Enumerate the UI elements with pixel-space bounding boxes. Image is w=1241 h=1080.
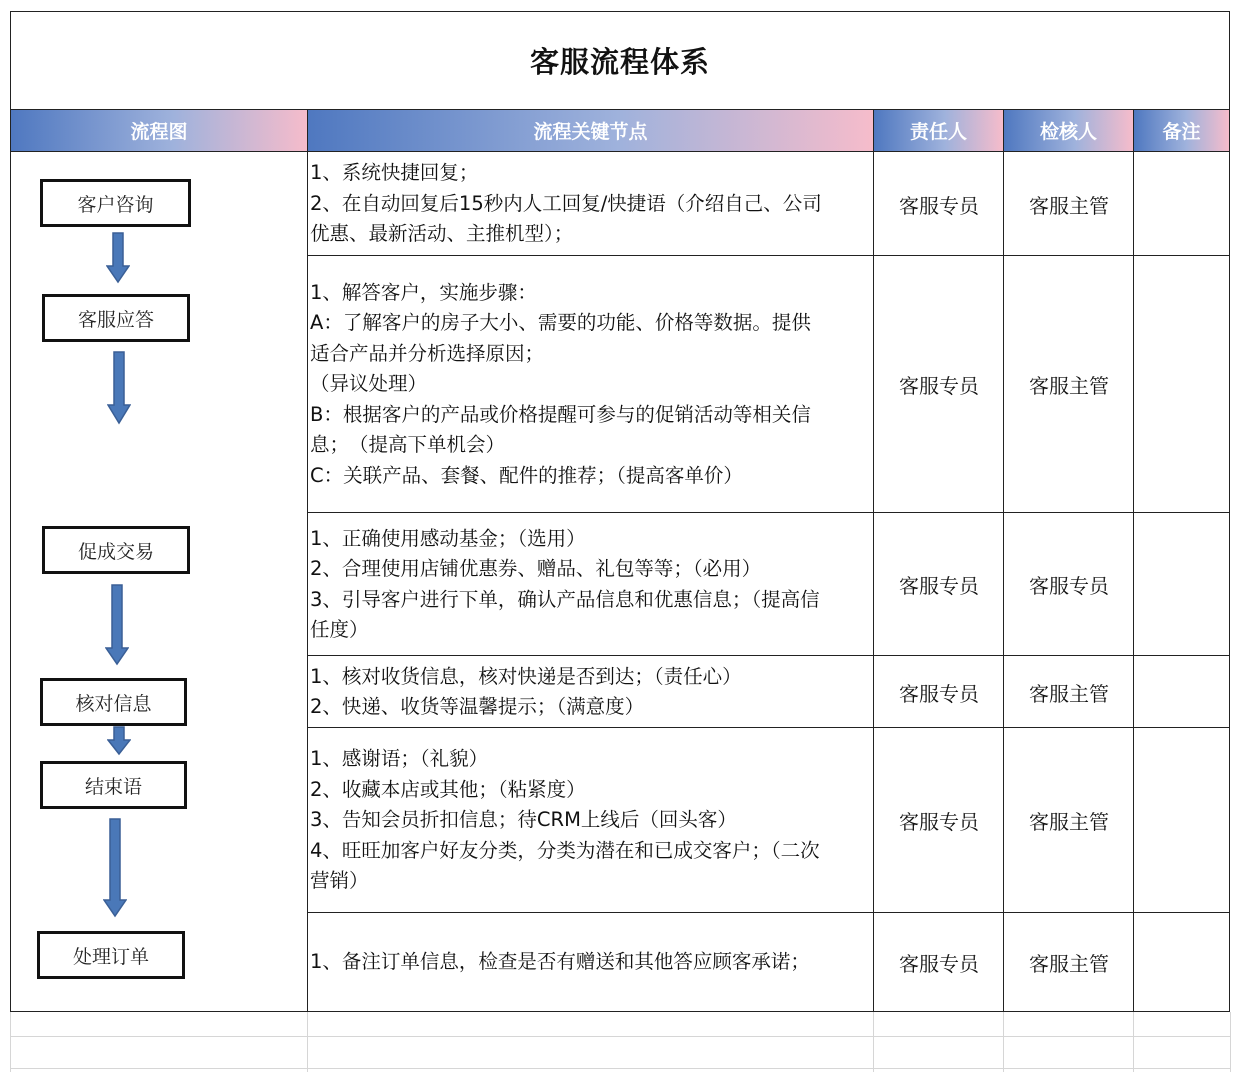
row-divider — [307, 512, 1229, 513]
node-line: 1、正确使用感动基金；（选用） — [310, 526, 586, 550]
header-bottom-border — [11, 151, 1229, 152]
grid-line — [873, 1012, 874, 1072]
owner-cell: 客服专员 — [899, 193, 979, 218]
remark-cell — [1134, 657, 1229, 727]
checker-cell: 客服主管 — [1029, 193, 1109, 218]
header-nodes: 流程关键节点 — [308, 109, 874, 151]
row-divider — [307, 655, 1229, 656]
grid-line — [1230, 1012, 1231, 1072]
remark-cell — [1134, 729, 1229, 912]
flow-step-respond: 客服应答 — [42, 294, 190, 342]
node-line: A：了解客户的房子大小、需要的功能、价格等数据。提供 — [310, 311, 811, 335]
node-line: 1、系统快捷回复； — [310, 161, 479, 185]
node-line: 4、旺旺加客户好友分类，分类为潜在和已成交客户；（二次 — [310, 838, 820, 862]
table-row-nodes — [310, 514, 870, 655]
grid-line — [307, 1012, 308, 1072]
node-line: 2、合理使用店铺优惠券、赠品、礼包等等；（必用） — [310, 557, 762, 580]
grid-line — [1003, 1012, 1004, 1072]
table-row-nodes — [310, 257, 870, 512]
node-line: 营销） — [310, 869, 369, 893]
node-line: B：根据客户的产品或价格提醒可参与的促销活动等相关信 — [310, 402, 811, 426]
node-line: 2、在自动回复后15秒内人工回复/快捷语（介绍自己、公司 — [310, 191, 822, 215]
arrow-down-icon — [107, 726, 131, 756]
checker-cell: 客服主管 — [1029, 681, 1109, 706]
arrow-down-icon — [103, 818, 127, 918]
grid-line — [10, 1012, 11, 1072]
node-line: （异议处理） — [310, 372, 428, 396]
node-line: 1、备注订单信息，检查是否有赠送和其他答应顾客承诺； — [310, 950, 810, 974]
table-row-nodes — [310, 914, 870, 1011]
node-line: 3、告知会员折扣信息；待CRM上线后（回头客） — [310, 808, 737, 832]
table-row-nodes — [310, 657, 870, 727]
remark-cell — [1134, 514, 1229, 655]
node-line: C：关联产品、套餐、配件的推荐；（提高客单价） — [310, 463, 743, 487]
header-flow: 流程图 — [11, 109, 308, 151]
arrow-down-icon — [105, 584, 129, 666]
remark-cell — [1134, 914, 1229, 1011]
table-row-nodes — [310, 153, 870, 255]
checker-cell: 客服主管 — [1029, 374, 1109, 398]
flow-step-deal: 促成交易 — [42, 526, 190, 574]
checker-cell: 客服主管 — [1029, 952, 1109, 976]
node-line: 2、快递、收货等温馨提示；（满意度） — [310, 695, 645, 718]
process-table — [10, 11, 1230, 1012]
node-line: 1、解答客户，实施步骤： — [310, 280, 537, 304]
header-remark: 备注 — [1134, 109, 1229, 151]
owner-cell: 客服专员 — [899, 810, 979, 834]
arrow-down-icon — [107, 351, 131, 425]
flow-step-consult: 客户咨询 — [40, 179, 191, 227]
owner-cell: 客服专员 — [899, 574, 979, 598]
checker-cell: 客服主管 — [1029, 810, 1109, 834]
header-top-border — [11, 109, 1229, 110]
node-line: 3、引导客户进行下单，确认产品信息和优惠信息；（提高信 — [310, 587, 820, 611]
flow-step-closing: 结束语 — [40, 761, 187, 809]
col-divider-1 — [307, 109, 308, 1011]
row-divider — [307, 255, 1229, 256]
header-owner: 责任人 — [874, 109, 1004, 151]
remark-cell — [1134, 257, 1229, 512]
node-line: 2、收藏本店或其他；（粘紧度） — [310, 777, 586, 801]
flow-step-verify: 核对信息 — [40, 678, 187, 726]
arrow-down-icon — [106, 232, 130, 284]
header-checker: 检核人 — [1004, 109, 1134, 151]
node-line: 任度） — [310, 618, 369, 641]
row-divider — [307, 727, 1229, 728]
owner-cell: 客服专员 — [899, 374, 979, 398]
checker-cell: 客服专员 — [1029, 574, 1109, 598]
row-divider — [307, 912, 1229, 913]
node-line: 1、核对收货信息，核对快递是否到达；（责任心） — [310, 664, 742, 688]
owner-cell: 客服专员 — [899, 952, 979, 976]
page-title: 客服流程体系 — [529, 45, 710, 79]
remark-cell — [1134, 153, 1229, 255]
node-line: 适合产品并分析选择原因； — [310, 341, 545, 365]
node-line: 优惠、最新活动、主推机型）； — [310, 222, 574, 246]
grid-line — [10, 1036, 1230, 1037]
grid-line — [10, 1068, 1230, 1069]
owner-cell: 客服专员 — [899, 681, 979, 706]
table-row-nodes — [310, 729, 870, 912]
flow-step-order: 处理订单 — [37, 931, 185, 979]
node-line: 息； （提高下单机会） — [310, 433, 506, 457]
node-line: 1、感谢语；（礼貌） — [310, 747, 489, 771]
grid-line — [1133, 1012, 1134, 1072]
